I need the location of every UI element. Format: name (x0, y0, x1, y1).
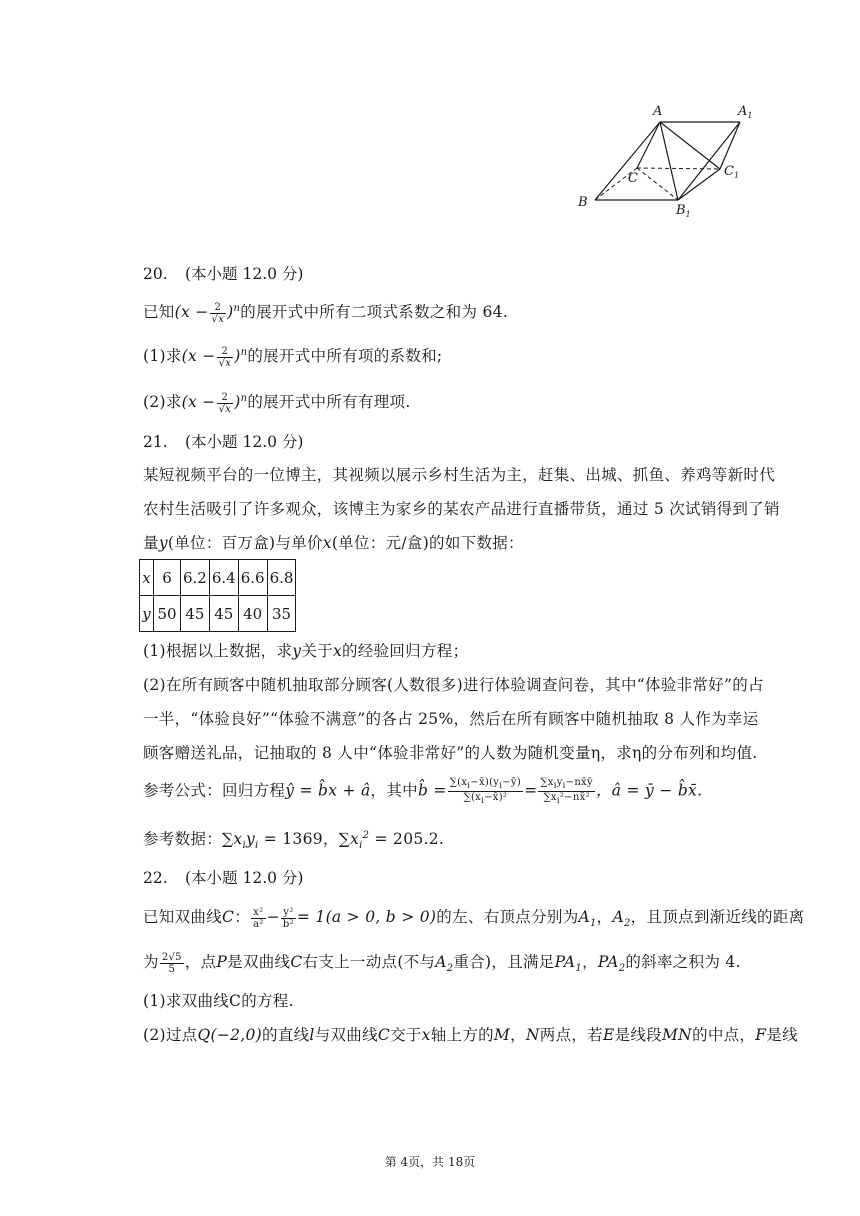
table-cell: 6.8 (267, 560, 296, 596)
q20-part1: (1)求(x − $\frac{2}{√x}$ )$^n$的展开式中所有项的系数和; (143, 345, 443, 369)
label-C1: $C_1$ (724, 164, 740, 180)
q22-number: 22. (143, 869, 168, 887)
table-cell: 50 (154, 596, 181, 632)
table-cell: 6.4 (209, 560, 238, 596)
q21-para2: 农村生活吸引了许多观众，该博主为家乡的某农产品进行直播带货，通过 5 次试销得到了销 (143, 500, 780, 518)
q21-number: 21. (143, 433, 168, 451)
q20-header (143, 262, 303, 284)
q21-para1: 某短视频平台的一位博主，其视频以展示乡村生活为主，赶集、出城、抓鱼、养鸡等新时代 (143, 466, 776, 484)
q22-score: (本小题 12.0 分) (185, 869, 304, 887)
table-row-y (140, 596, 296, 632)
table-row-x (140, 560, 296, 596)
label-B1: $B_1$ (676, 203, 691, 219)
q22-line1: 已知双曲线C： $\frac{\text{x²}}{\text{a²}}$ − $\frac{\text{y²}}{\text{b²}}$ = 1(a > 0, b > 0)的左、右顶点分别为$A_1$，$A_2$，且顶点到渐近线的距离 (143, 906, 805, 930)
label-B: B (578, 195, 588, 210)
table-cell: 35 (267, 596, 296, 632)
q21-reference-data: 参考数据：$\sum x_iy_i = 1369$，$\sum x_i^2 = 205.2$. (143, 829, 445, 852)
page-footer: 第 4页，共 18页 (384, 1155, 476, 1169)
table-header-y: y (140, 596, 154, 632)
q21-para3: 量y(单位：百万盒)与单价x(单位：元/盒)的如下数据： (143, 534, 524, 552)
q21-part2-line3: 顾客赠送礼品，记抽取的 8 人中“体验非常好”的人数为随机变量η，求η的分布列和均值. (143, 744, 758, 762)
edge-AB (595, 122, 660, 200)
q20-line1: 已知(x − $\frac{2}{√x}$ )$^n$的展开式中所有二项式系数之和为 64. (143, 301, 509, 325)
label-A: A (653, 104, 663, 119)
q20-part2: (2)求(x − $\frac{2}{√x}$ )$^n$的展开式中所有有理项. (143, 391, 411, 415)
q22-header (143, 866, 303, 888)
q20-score: (本小题 12.0 分) (185, 265, 304, 283)
label-C: C (628, 171, 638, 186)
q21-header (143, 430, 303, 452)
table-cell: 45 (181, 596, 210, 632)
label-A1: $A_1$ (738, 104, 753, 120)
table-cell: 6 (154, 560, 181, 596)
q21-part1: (1)根据以上数据，求y关于x的经验回归方程； (143, 642, 469, 660)
q21-part2-line2: 一半，“体验良好”“体验不满意”的各占 25%，然后在所有顾客中随机抽取 8 人作为幸运 (143, 710, 759, 728)
q20-number: 20. (143, 265, 168, 283)
q21-score: (本小题 12.0 分) (185, 433, 304, 451)
q21-data-table (139, 559, 296, 632)
edge-A1C1 (720, 122, 740, 169)
table-cell: 6.6 (238, 560, 267, 596)
table-cell: 45 (209, 596, 238, 632)
q22-part2: (2)过点Q(−2,0)的直线l与双曲线C交于x轴上方的M，N两点，若E是线段MN的中点，F是线 (143, 1026, 798, 1044)
q22-line2: 为 $\frac{2√5}{5}$ ，点P是双曲线C右支上一动点(不与$A_2$重合)，且满足$PA_1$，$PA_2$的斜率之积为 4. (143, 951, 741, 975)
table-header-x: x (140, 560, 154, 596)
q22-part1: (1)求双曲线C的方程. (143, 992, 294, 1010)
prism-figure (570, 100, 770, 225)
q21-formula: 参考公式：回归方程ŷ = b̂x + â，其中b̂ = $\frac{\sum(x_i-x̄)(y_i-ȳ)}{\sum(x_i-x̄)^2}$ = $\frac{\sum x_iy_i-nx̄ȳ}{\sum x_i^2-nx̄^2}$ ，â = ȳ − b̂x̄. (143, 777, 703, 805)
edge-CC1-dashed (637, 168, 720, 169)
q21-part2-line1: (2)在所有顾客中随机抽取部分顾客(人数很多)进行体验调查问卷，其中“体验非常好”的占 (143, 676, 764, 694)
table-cell: 40 (238, 596, 267, 632)
table-cell: 6.2 (181, 560, 210, 596)
